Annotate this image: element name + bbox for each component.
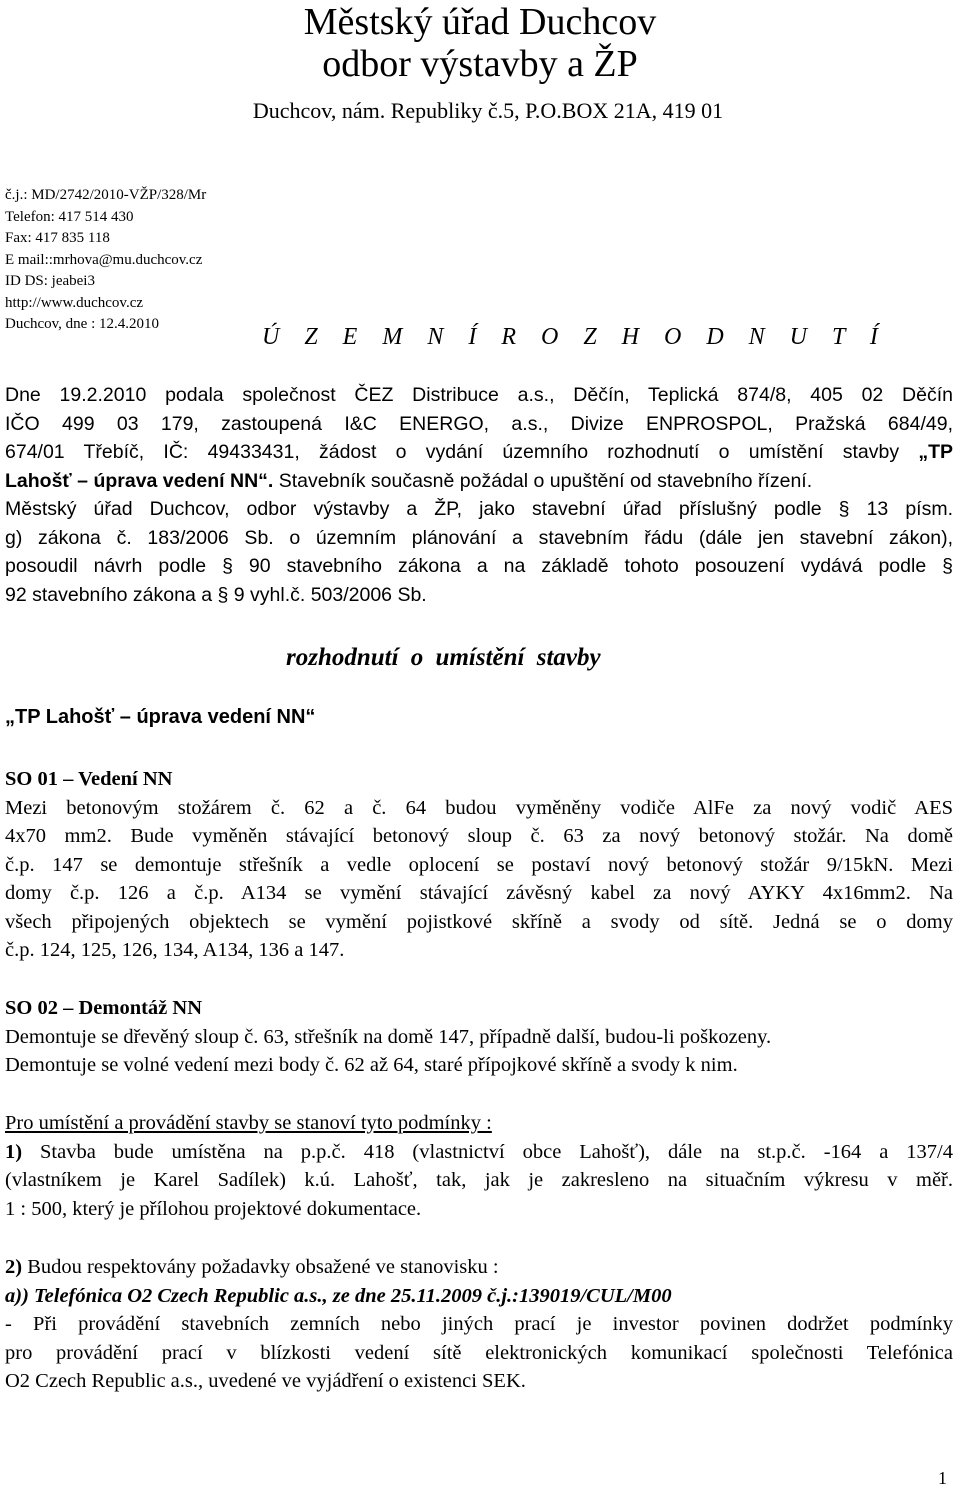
intro-line: Lahošť – úprava vedení NN“. Stavebník současně požádal o upuštění od stavebního řízení. (5, 469, 813, 492)
office-name: Městský úřad Duchcov (303, 1, 657, 43)
condition-2 (5, 1253, 953, 1396)
decision-title: rozhodnutí o umístění stavby (286, 644, 601, 671)
page-number: 1 (938, 1468, 947, 1488)
condition-1-line: 1 : 500, který je přílohou projektové dokumentace. (5, 1197, 422, 1220)
document-meta (5, 185, 206, 336)
conditions-section (5, 1109, 953, 1223)
office-address: Duchcov, nám. Republiky č.5, P.O.BOX 21A, 419 01 (252, 98, 724, 123)
so02-line: Demontuje se volné vedení mezi body č. 62 až 64, staré přípojkové skříně a svody k nim. (5, 1054, 738, 1076)
so01-line: domy č.p. 126 a č.p. A134 se vymění stávající závěsný kabel za nový AYKY 4x16mm2. Na (5, 882, 953, 904)
intro-line: g) zákona č. 183/2006 Sb. o územním plánování a stavebním řádu (dále jen stavební zákon), (5, 526, 953, 549)
decision-heading: Ú Z E M N Í R O Z H O D N U T Í (262, 324, 888, 350)
so02-line: Demontuje se dřevěný sloup č. 63, střešník na domě 147, případně další, budou-li poškozeny. (5, 1025, 772, 1048)
intro-line: 674/01 Třebíč, IČ: 49433431, žádost o vydání územního rozhodnutí o umístění stavby „TP (5, 441, 953, 463)
intro-line: posoudil návrh podle § 90 stavebního zákona a na základě tohoto posouzení vydává podle § (5, 555, 953, 577)
condition-2-line: 2) Budou respektovány požadavky obsažené ve stanovisku : (5, 1256, 499, 1278)
so01-title: SO 01 – Vedení NN (5, 768, 173, 790)
so01-line: č.p. 124, 125, 126, 134, A134, 136 a 147. (5, 939, 345, 961)
website: http://www.duchcov.cz (5, 294, 144, 311)
so01-line: 4x70 mm2. Bude vyměněn stávající betonový sloup č. 63 za nový betonový stožár. Na domě (5, 825, 953, 847)
telefonica-line: pro provádění prací v blízkosti vedení sítě elektronických komunikací společnosti Telefónica (5, 1341, 953, 1364)
issue-date: Duchcov, dne : 12.4.2010 (5, 316, 159, 332)
condition-1-line: 1) Stavba bude umístěna na p.p.č. 418 (vlastnictví obce Lahošť), dále na st.p.č. -164 a 137/4 (5, 1140, 953, 1163)
project-title: „TP Lahošť – úprava vedení NN“ (5, 706, 316, 728)
intro-line: IČO 499 03 179, zastoupená I&C ENERGO, a.s., Divize ENPROSPOL, Pražská 684/49, (5, 412, 953, 435)
fax: Fax: 417 835 118 (5, 230, 110, 246)
phone: Telefon: 417 514 430 (5, 208, 134, 225)
department-name: odbor výstavby a ŽP (322, 43, 638, 85)
telefonica-statement: a)) Telefónica O2 Czech Republic a.s., ze dne 25.11.2009 č.j.:139019/CUL/M00 (5, 1284, 672, 1307)
intro-line: Dne 19.2.2010 podala společnost ČEZ Distribuce a.s., Děčín, Teplická 874/8, 405 02 Děčín (5, 384, 953, 406)
so01-section (5, 765, 953, 965)
conditions-heading: Pro umístění a provádění stavby se stanoví tyto podmínky : (5, 1112, 492, 1134)
intro-paragraph (5, 381, 953, 609)
reference-number: č.j.: MD/2742/2010-VŽP/328/Mr (5, 187, 207, 203)
so01-line: všech připojených objektech se vymění pojistkové skříně a svody od sítě. Jedná se o domy (5, 910, 953, 933)
so02-title: SO 02 – Demontáž NN (5, 997, 203, 1019)
intro-line: 92 stavebního zákona a § 9 vyhl.č. 503/2006 Sb. (5, 583, 427, 606)
telefonica-line: - Při provádění stavebních zemních nebo jiných prací je investor povinen dodržet podmínky (5, 1313, 953, 1335)
so01-line: Mezi betonovým stožárem č. 62 a č. 64 budou vyměněny vodiče AlFe za nový vodič AES (5, 796, 953, 819)
email: E mail::mrhova@mu.duchcov.cz (5, 251, 203, 268)
so02-section (5, 994, 953, 1080)
so01-line: č.p. 147 se demontuje střešník a vedle oplocení se postaví nový betonový stožár 9/15kN. Mezi (5, 853, 953, 876)
telefonica-line: O2 Czech Republic a.s., uvedené ve vyjádření o existenci SEK. (5, 1370, 526, 1392)
data-box-id: ID DS: jeabei3 (5, 273, 95, 289)
intro-line: Městský úřad Duchcov, odbor výstavby a ŽP, jako stavební úřad příslušný podle § 13 písm. (5, 498, 953, 520)
condition-1-line: (vlastníkem je Karel Sadílek) k.ú. Lahošť, tak, jak je zakresleno na situačním výkresu v měř. (5, 1169, 953, 1191)
